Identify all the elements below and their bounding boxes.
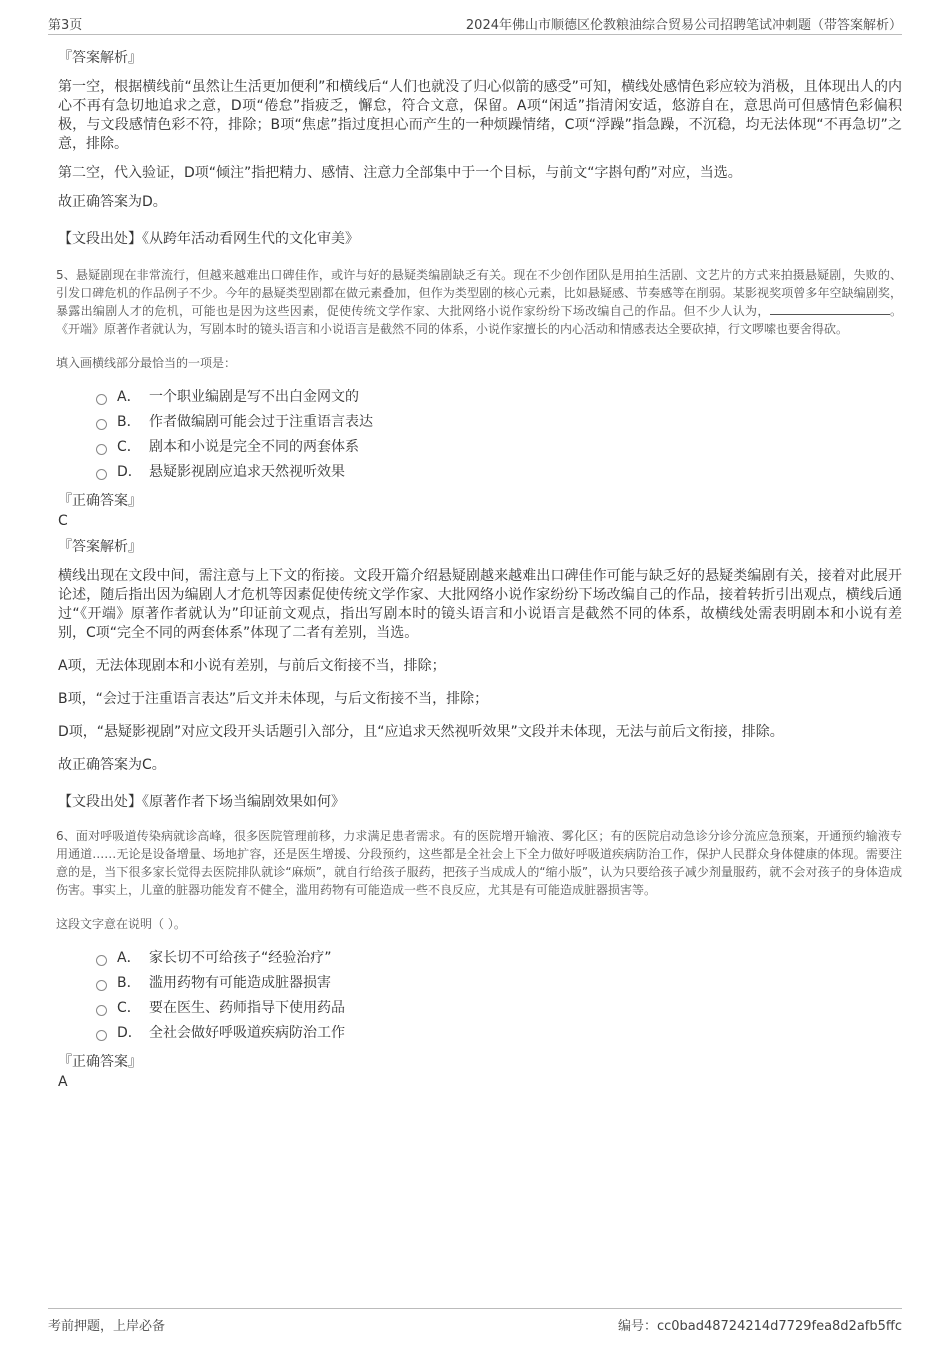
- q5-option-b[interactable]: B． 作者做编剧可能会过于注重语言表达: [96, 410, 902, 435]
- answer-blank: [770, 302, 890, 315]
- page-header: [48, 12, 902, 35]
- page-footer: [48, 1308, 902, 1335]
- q6-answer-tag: 『正确答案』: [58, 1054, 142, 1070]
- q5-analysis-p2: A项，无法体现剧本和小说有差别，与前后文衔接不当，排除；: [58, 658, 446, 674]
- q6-option-d[interactable]: D． 全社会做好呼吸道疾病防治工作: [96, 1021, 902, 1046]
- prev-analysis-p2: 第二空，代入验证，D项“倾注”指把精力、感情、注意力全部集中于一个目标，与前文“字斟句酌”对应，当选。: [58, 165, 742, 181]
- document-id: 编号：cc0bad48724214d7729fea8d2afb5ffc: [617, 1319, 902, 1334]
- q5-analysis-tag: 『答案解析』: [58, 539, 142, 555]
- question-5-stem: 5、悬疑剧现在非常流行，但越来越难出口碑佳作，或许与好的悬疑类编剧缺乏有关。现在不少创作团队是用拍生活剧、文艺片的方式来拍摄悬疑剧，失败的、引发口碑危机的作品例子不少。今年的悬疑类型剧都在做元素叠加，但作为类型剧的核心元素，比如悬疑感、节奏感等在削弱。某影视奖项曾多年空缺编剧奖，暴露出编剧人才的危机，可能也是因为这些因素，促使传统文学作家、大批网络小说作家纷纷下场改编自己的作品。但不少人认为， 。《开端》原著作者就认为，写剧本时的镜头语言和小说语言是截然不同的体系，小说作家擅长的内心活动和情感表达全要砍掉，行文啰嗦也要舍得砍。: [56, 268, 902, 336]
- q5-analysis-p3: B项，“会过于注重语言表达”后文并未体现，与后文衔接不当，排除；: [58, 691, 489, 707]
- q5-answer: C: [58, 513, 68, 529]
- q5-option-d[interactable]: D． 悬疑影视剧应追求天然视听效果: [96, 460, 902, 485]
- radio-icon[interactable]: [96, 955, 107, 966]
- q5-answer-tag: 『正确答案』: [58, 493, 142, 509]
- radio-icon[interactable]: [96, 444, 107, 455]
- radio-icon[interactable]: [96, 469, 107, 480]
- question-5-prompt: 填入画横线部分最恰当的一项是：: [56, 356, 237, 370]
- page-number: 第3页: [48, 18, 83, 33]
- q5-analysis-p4: D项，“悬疑影视剧”对应文段开头话题引入部分，且“应追求天然视听效果”文段并未体现，无法与前后文衔接，排除。: [58, 724, 784, 740]
- question-6-prompt: 这段文字意在说明（ ）。: [56, 917, 186, 931]
- q5-analysis-p1: 横线出现在文段中间，需注意与上下文的衔接。文段开篇介绍悬疑剧越来越难出口碑佳作可能与缺乏好的悬疑类编剧有关，接着对此展开论述，随后指出因为编剧人才危机等因素促使传统文学作家、大批网络小说作家纷纷下场改编自己的作品，接着转折引出观点，横线后通过“《开端》原著作者就认为”印证前文观点，指出写剧本时的镜头语言和小说语言是截然不同的体系，故横线处需表明剧本和小说有差别，C项“完全不同的两套体系”体现了二者有差别，当选。: [58, 568, 902, 641]
- radio-icon[interactable]: [96, 1030, 107, 1041]
- prev-source: 【文段出处】《从跨年活动看网生代的文化审美》: [58, 231, 359, 247]
- q5-option-c[interactable]: C． 剧本和小说是完全不同的两套体系: [96, 435, 902, 460]
- question-5-options: [96, 385, 902, 485]
- page-content: [56, 42, 902, 1092]
- q6-option-c[interactable]: C． 要在医生、药师指导下使用药品: [96, 996, 902, 1021]
- prev-analysis-tag: 『答案解析』: [58, 50, 142, 66]
- q5-option-a[interactable]: A． 一个职业编剧是写不出白金网文的: [96, 385, 902, 410]
- footer-slogan: 考前押题，上岸必备: [48, 1319, 166, 1334]
- q6-answer: A: [58, 1074, 68, 1090]
- question-6-stem: 6、面对呼吸道传染病就诊高峰，很多医院管理前移，力求满足患者需求。有的医院增开输液、雾化区；有的医院启动急诊分诊分流应急预案，开通预约输液专用通道……无论是设备增量、场地扩容，还是医生增援、分段预约，这些都是全社会上下全力做好呼吸道疾病防治工作，保护人民群众身体健康的体现。需要注意的是，当下很多家长觉得去医院排队就诊“麻烦”，就自行给孩子服药，把孩子当成成人的“缩小版”，认为只要给孩子减少剂量服药，就不会对孩子的身体造成伤害。事实上，儿童的脏器功能发育不健全，滥用药物有可能造成一些不良反应，尤其是有可能造成脏器损害等。: [56, 829, 902, 897]
- prev-analysis-p1: 第一空，根据横线前“虽然让生活更加便利”和横线后“人们也就没了归心似箭的感受”可知，横线处感情色彩应较为消极，且体现出人的内心不再有急切地追求之意，D项“倦怠”指疲乏，懈怠，符合文意，保留。A项“闲适”指清闲安适，悠游自在，意思尚可但感情色彩偏积极，与文段感情色彩不符，排除；B项“焦虑”指过度担心而产生的一种烦躁情绪，C项“浮躁”指急躁，不沉稳，均无法体现“不再急切”之意，排除。: [58, 79, 902, 152]
- radio-icon[interactable]: [96, 394, 107, 405]
- prev-analysis-p3: 故正确答案为D。: [58, 194, 167, 210]
- q6-option-a[interactable]: A． 家长切不可给孩子“经验治疗”: [96, 946, 902, 971]
- q5-analysis-p5: 故正确答案为C。: [58, 757, 166, 773]
- radio-icon[interactable]: [96, 419, 107, 430]
- q6-option-b[interactable]: B． 滥用药物有可能造成脏器损害: [96, 971, 902, 996]
- radio-icon[interactable]: [96, 980, 107, 991]
- q5-source: 【文段出处】《原著作者下场当编剧效果如何》: [58, 794, 345, 810]
- document-title: 2024年佛山市顺德区伦教粮油综合贸易公司招聘笔试冲刺题（带答案解析）: [465, 18, 902, 33]
- question-6-options: [96, 946, 902, 1046]
- radio-icon[interactable]: [96, 1005, 107, 1016]
